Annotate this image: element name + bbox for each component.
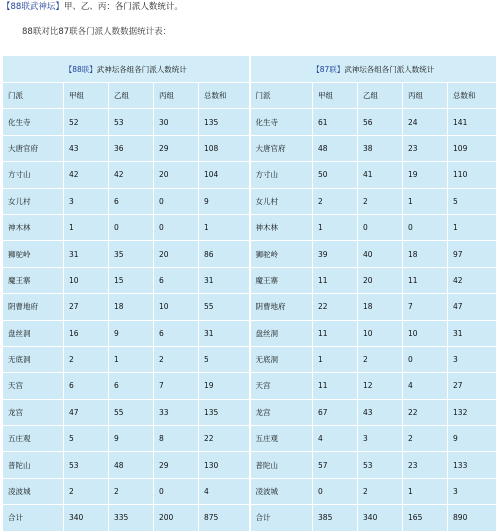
left-cell-group-a: 10 <box>64 267 109 293</box>
table-row <box>3 320 497 346</box>
right-cell-group-c: 19 <box>403 162 448 188</box>
left-cell-group-c: 29 <box>154 135 199 161</box>
left-cell-total: 4 <box>199 478 250 504</box>
left-cell-group-a: 16 <box>64 320 109 346</box>
table-row <box>3 109 497 135</box>
right-cell-group-c: 7 <box>403 294 448 320</box>
right-cell-group-b: 3 <box>358 426 403 452</box>
right-cell-group-a: 22 <box>313 294 358 320</box>
left-cell-group-a: 6 <box>64 373 109 399</box>
right-cell-total: 890 <box>448 505 497 531</box>
left-cell-total: 130 <box>199 452 250 478</box>
left-cell-group-b: 0 <box>109 214 154 240</box>
right-cell-faction: 方寸山 <box>250 162 313 188</box>
right-cell-total: 133 <box>448 452 497 478</box>
right-cell-group-a: 2 <box>313 188 358 214</box>
right-cell-faction: 凌波城 <box>250 478 313 504</box>
left-cell-group-b: 55 <box>109 399 154 425</box>
left-cell-faction: 普陀山 <box>3 452 64 478</box>
left-cell-faction: 狮驼岭 <box>3 241 64 267</box>
right-header-group-c: 丙组 <box>403 83 448 109</box>
right-header-total: 总数和 <box>448 83 497 109</box>
right-cell-group-b: 40 <box>358 241 403 267</box>
left-cell-group-c: 29 <box>154 452 199 478</box>
right-cell-group-c: 0 <box>403 346 448 372</box>
left-cell-total: 9 <box>199 188 250 214</box>
left-cell-group-a: 42 <box>64 162 109 188</box>
left-cell-group-c: 8 <box>154 426 199 452</box>
left-cell-total: 104 <box>199 162 250 188</box>
right-cell-total: 3 <box>448 346 497 372</box>
right-cell-group-c: 1 <box>403 478 448 504</box>
left-cell-group-a: 3 <box>64 188 109 214</box>
left-cell-faction: 女儿村 <box>3 188 64 214</box>
left-cell-group-c: 0 <box>154 478 199 504</box>
right-cell-total: 3 <box>448 478 497 504</box>
left-cell-total: 108 <box>199 135 250 161</box>
right-cell-group-c: 23 <box>403 135 448 161</box>
left-cell-faction: 五庄观 <box>3 426 64 452</box>
table-row <box>3 346 497 372</box>
headline-text: 甲、乙、丙：各门派人数统计。 <box>63 2 183 12</box>
right-cell-total: 97 <box>448 241 497 267</box>
left-cell-group-a: 2 <box>64 478 109 504</box>
right-cell-faction: 狮驼岭 <box>250 241 313 267</box>
left-cell-total: 875 <box>199 505 250 531</box>
left-cell-group-b: 35 <box>109 241 154 267</box>
right-table-title: 【87联】武神坛各组各门派人数统计 <box>250 56 497 83</box>
left-cell-group-c: 200 <box>154 505 199 531</box>
right-cell-total: 1 <box>448 214 497 240</box>
right-cell-group-b: 18 <box>358 294 403 320</box>
table-row <box>3 478 497 504</box>
left-cell-group-b: 36 <box>109 135 154 161</box>
table-row <box>3 399 497 425</box>
left-cell-faction: 凌波城 <box>3 478 64 504</box>
right-cell-total: 110 <box>448 162 497 188</box>
right-cell-group-b: 20 <box>358 267 403 293</box>
right-cell-group-a: 11 <box>313 267 358 293</box>
left-cell-total: 19 <box>199 373 250 399</box>
left-cell-group-c: 7 <box>154 373 199 399</box>
right-cell-total: 132 <box>448 399 497 425</box>
left-header-total: 总数和 <box>199 83 250 109</box>
right-cell-total: 109 <box>448 135 497 161</box>
left-cell-group-a: 340 <box>64 505 109 531</box>
left-cell-faction: 无底洞 <box>3 346 64 372</box>
left-cell-faction: 龙宫 <box>3 399 64 425</box>
left-cell-group-c: 10 <box>154 294 199 320</box>
left-cell-group-c: 0 <box>154 214 199 240</box>
right-cell-group-b: 53 <box>358 452 403 478</box>
left-cell-total: 135 <box>199 109 250 135</box>
left-cell-faction: 魔王寨 <box>3 267 64 293</box>
left-cell-group-b: 42 <box>109 162 154 188</box>
right-cell-total: 42 <box>448 267 497 293</box>
right-cell-group-a: 11 <box>313 373 358 399</box>
left-cell-faction: 盘丝洞 <box>3 320 64 346</box>
right-cell-group-a: 61 <box>313 109 358 135</box>
left-cell-total: 31 <box>199 320 250 346</box>
right-cell-group-a: 1 <box>313 214 358 240</box>
left-cell-group-a: 31 <box>64 241 109 267</box>
left-header-group-b: 乙组 <box>109 83 154 109</box>
right-cell-total: 5 <box>448 188 497 214</box>
left-cell-faction: 大唐官府 <box>3 135 64 161</box>
left-header-group-a: 甲组 <box>64 83 109 109</box>
right-cell-faction: 阴曹地府 <box>250 294 313 320</box>
right-cell-group-c: 23 <box>403 452 448 478</box>
left-cell-faction: 天宫 <box>3 373 64 399</box>
left-cell-group-b: 2 <box>109 478 154 504</box>
table-row <box>3 294 497 320</box>
table-row <box>3 188 497 214</box>
right-header-group-b: 乙组 <box>358 83 403 109</box>
right-cell-group-c: 18 <box>403 241 448 267</box>
table-row <box>3 135 497 161</box>
headline-tag: 【88联武神坛】 <box>2 2 64 12</box>
right-cell-group-b: 340 <box>358 505 403 531</box>
right-cell-group-c: 1 <box>403 188 448 214</box>
left-cell-total: 31 <box>199 267 250 293</box>
left-cell-total: 135 <box>199 399 250 425</box>
right-cell-faction: 神木林 <box>250 214 313 240</box>
left-cell-group-c: 30 <box>154 109 199 135</box>
table-row <box>3 241 497 267</box>
left-cell-group-b: 15 <box>109 267 154 293</box>
left-cell-group-a: 43 <box>64 135 109 161</box>
left-cell-group-c: 6 <box>154 320 199 346</box>
left-cell-group-a: 47 <box>64 399 109 425</box>
right-cell-group-b: 38 <box>358 135 403 161</box>
right-cell-faction: 合计 <box>250 505 313 531</box>
right-cell-group-c: 11 <box>403 267 448 293</box>
right-cell-faction: 盘丝洞 <box>250 320 313 346</box>
right-cell-group-b: 56 <box>358 109 403 135</box>
left-cell-group-a: 52 <box>64 109 109 135</box>
left-cell-group-c: 2 <box>154 346 199 372</box>
right-cell-group-b: 12 <box>358 373 403 399</box>
left-cell-group-b: 1 <box>109 346 154 372</box>
right-cell-faction: 普陀山 <box>250 452 313 478</box>
left-cell-group-a: 1 <box>64 214 109 240</box>
right-cell-group-a: 50 <box>313 162 358 188</box>
right-header-faction: 门派 <box>250 83 313 109</box>
right-cell-faction: 大唐官府 <box>250 135 313 161</box>
right-cell-faction: 女儿村 <box>250 188 313 214</box>
left-cell-group-b: 48 <box>109 452 154 478</box>
right-cell-total: 27 <box>448 373 497 399</box>
table-row <box>3 267 497 293</box>
right-cell-faction: 魔王寨 <box>250 267 313 293</box>
right-cell-group-b: 10 <box>358 320 403 346</box>
left-cell-total: 86 <box>199 241 250 267</box>
left-cell-group-b: 335 <box>109 505 154 531</box>
right-cell-group-a: 48 <box>313 135 358 161</box>
right-cell-group-a: 0 <box>313 478 358 504</box>
right-cell-group-a: 57 <box>313 452 358 478</box>
right-cell-group-b: 2 <box>358 346 403 372</box>
table-row <box>3 373 497 399</box>
left-table-title: 【88联】武神坛各组各门派人数统计 <box>3 56 250 83</box>
right-cell-total: 141 <box>448 109 497 135</box>
left-cell-group-c: 20 <box>154 241 199 267</box>
headline <box>2 0 183 14</box>
table-intro: 88联对比87联各门派人数数据统计表： <box>22 27 172 37</box>
faction-stats-table <box>2 55 497 532</box>
right-cell-group-a: 67 <box>313 399 358 425</box>
left-cell-group-b: 9 <box>109 320 154 346</box>
table-row <box>3 452 497 478</box>
right-cell-group-a: 1 <box>313 346 358 372</box>
left-cell-faction: 方寸山 <box>3 162 64 188</box>
right-cell-group-b: 43 <box>358 399 403 425</box>
left-cell-group-a: 27 <box>64 294 109 320</box>
right-header-group-a: 甲组 <box>313 83 358 109</box>
table-row <box>3 162 497 188</box>
right-cell-faction: 五庄观 <box>250 426 313 452</box>
left-cell-total: 55 <box>199 294 250 320</box>
left-cell-group-b: 6 <box>109 373 154 399</box>
right-cell-faction: 天宫 <box>250 373 313 399</box>
right-cell-group-c: 22 <box>403 399 448 425</box>
right-cell-group-c: 24 <box>403 109 448 135</box>
left-cell-group-c: 0 <box>154 188 199 214</box>
table-row <box>3 426 497 452</box>
left-cell-group-b: 9 <box>109 426 154 452</box>
right-cell-faction: 化生寺 <box>250 109 313 135</box>
left-cell-total: 22 <box>199 426 250 452</box>
left-cell-faction: 化生寺 <box>3 109 64 135</box>
right-cell-group-c: 10 <box>403 320 448 346</box>
right-cell-group-c: 4 <box>403 373 448 399</box>
right-cell-group-a: 11 <box>313 320 358 346</box>
right-cell-group-b: 2 <box>358 478 403 504</box>
right-cell-total: 9 <box>448 426 497 452</box>
right-cell-group-a: 4 <box>313 426 358 452</box>
right-cell-total: 47 <box>448 294 497 320</box>
left-cell-group-a: 53 <box>64 452 109 478</box>
table-row <box>3 214 497 240</box>
left-cell-group-b: 53 <box>109 109 154 135</box>
left-cell-total: 1 <box>199 214 250 240</box>
right-cell-group-c: 2 <box>403 426 448 452</box>
left-cell-group-a: 5 <box>64 426 109 452</box>
left-cell-group-c: 20 <box>154 162 199 188</box>
right-cell-group-c: 0 <box>403 214 448 240</box>
right-cell-faction: 龙宫 <box>250 399 313 425</box>
left-cell-group-c: 6 <box>154 267 199 293</box>
left-cell-group-c: 33 <box>154 399 199 425</box>
right-cell-group-c: 165 <box>403 505 448 531</box>
left-cell-faction: 神木林 <box>3 214 64 240</box>
left-cell-total: 5 <box>199 346 250 372</box>
left-header-faction: 门派 <box>3 83 64 109</box>
right-cell-group-b: 0 <box>358 214 403 240</box>
right-cell-group-b: 2 <box>358 188 403 214</box>
right-cell-faction: 无底洞 <box>250 346 313 372</box>
totals-row <box>3 505 497 531</box>
table-title-row <box>3 56 497 83</box>
right-cell-group-a: 39 <box>313 241 358 267</box>
left-header-group-c: 丙组 <box>154 83 199 109</box>
left-cell-faction: 合计 <box>3 505 64 531</box>
left-cell-group-b: 18 <box>109 294 154 320</box>
left-cell-group-a: 2 <box>64 346 109 372</box>
column-header-row <box>3 83 497 109</box>
right-cell-total: 31 <box>448 320 497 346</box>
left-cell-faction: 阴曹地府 <box>3 294 64 320</box>
right-cell-group-a: 385 <box>313 505 358 531</box>
left-cell-group-b: 6 <box>109 188 154 214</box>
right-cell-group-b: 41 <box>358 162 403 188</box>
